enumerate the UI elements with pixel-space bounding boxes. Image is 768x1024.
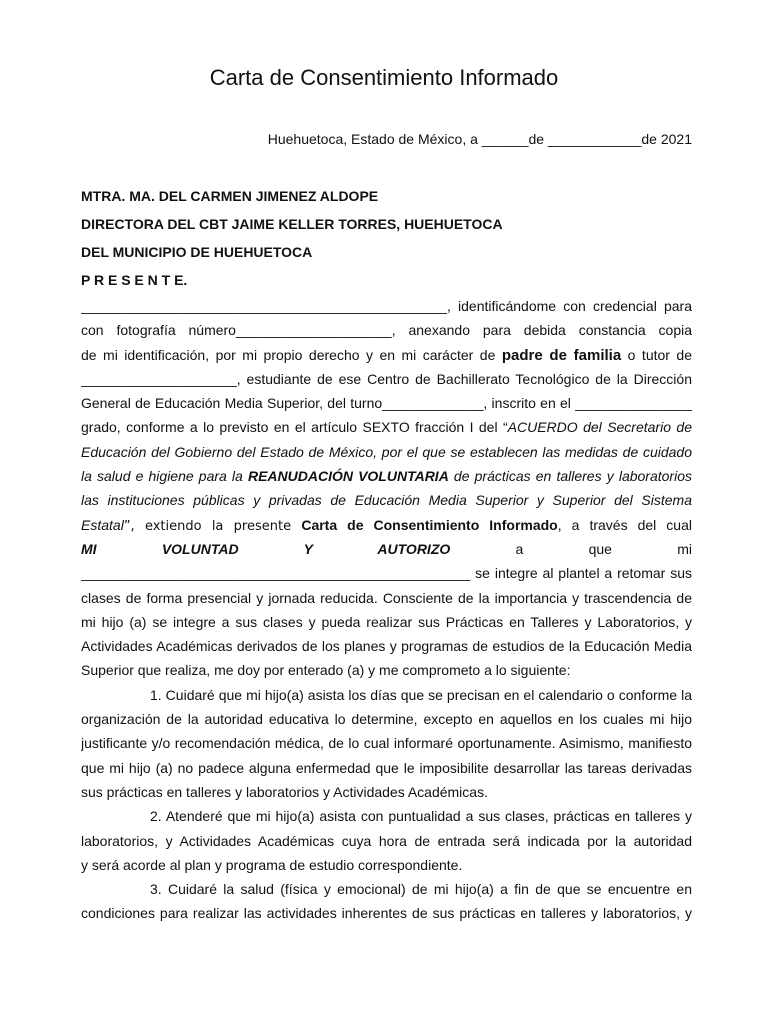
letter-body	[81, 294, 692, 926]
item-1-line: organización de la autoridad educativa lo determine, excepto en aquellos en los cuales mi hijo	[81, 711, 692, 728]
body-line: clases de forma presencial y jornada reducida. Consciente de la importancia y trascendencia de	[81, 589, 692, 606]
body-line: Actividades Académicas derivados de los planes y programas de estudios de la Educación Media	[81, 638, 692, 655]
body-line: General de Educación Media Superior, del turno_____________, inscrito en el _______________	[81, 395, 692, 412]
body-line: Educación del Gobierno del Estado de México, por el que se establecen las medidas de cuidado	[81, 443, 692, 460]
item-1-line: 1. Cuidaré que mi hijo(a) asista los días que se precisan en el calendario o conforme la	[150, 686, 692, 703]
padre-de-familia-text: padre de familia	[501, 346, 622, 364]
reanudacion-voluntaria-text: REANUDACIÓN VOLUNTARIA	[247, 468, 449, 485]
body-line: ____________________, estudiante de ese Centro de Bachillerato Tecnológico de la Dirección	[81, 370, 692, 387]
presente-heading: P R E S E N T E.	[81, 272, 188, 288]
item-2-line: y será acorde al plan y programa de estudio correspondiente.	[81, 856, 463, 873]
body-line: __________________________________________________ se integre al plantel a retomar sus	[81, 565, 692, 582]
item-3-line: condiciones para realizar las actividades inherentes de sus prácticas en talleres y laboratorios, y	[81, 905, 692, 922]
body-line: las instituciones públicas y privadas de Educación Media Superior y Superior del Sistema	[81, 492, 692, 509]
body-line: con fotografía número____________________, anexando para debida constancia copia	[81, 322, 692, 339]
body-line: Superior que realiza, me doy por enterado (a) y me comprometo a lo siguiente:	[81, 662, 571, 679]
item-2-line: laboratorios, y Actividades Académicas cuya hora de entrada será indicada por la autoridad	[81, 832, 692, 849]
addressee-municipality: DEL MUNICIPIO DE HUEHUETOCA	[81, 244, 313, 260]
body-line: de mi identificación, por mi propio derecho y en mi carácter de padre de familia o tutor de	[81, 346, 692, 364]
body-line: MI VOLUNTAD Y AUTORIZO a que mi	[81, 540, 692, 557]
body-line: _______________________________________________, identificándome con credencial para	[81, 298, 692, 314]
body-line: Estatal”, extiendo la presente Carta de Consentimiento Informado, a través del cual	[81, 516, 692, 534]
body-line: mi hijo (a) se integre a sus clases y pueda realizar sus Prácticas en Talleres y Laboratorios, y	[81, 613, 692, 630]
body-line: grado, conforme a lo previsto en el artículo SEXTO fracción I del “ACUERDO del Secretario de	[81, 419, 692, 436]
mi-voluntad-y-autorizo-text: MI VOLUNTAD Y AUTORIZO	[81, 540, 451, 557]
item-1-line: que mi hijo (a) no padece alguna enfermedad que le imposibilite desarrollar las tareas derivadas	[81, 759, 692, 776]
document-title: Carta de Consentimiento Informado	[209, 65, 559, 90]
item-1-line: justificante y/o recomendación médica, de lo cual informaré oportunamente. Asimismo, manifiesto	[81, 735, 692, 752]
date-line: Huehuetoca, Estado de México, a ______de ____________de 2021	[267, 131, 692, 147]
item-1-line: sus prácticas en talleres y laboratorios y Actividades Académicas.	[81, 783, 488, 800]
item-2-line: 2. Atenderé que mi hijo(a) asista con puntualidad a sus clases, prácticas en talleres y	[150, 808, 692, 825]
item-3-line: 3. Cuidaré la salud (física y emocional) de mi hijo(a) a fin de que se encuentre en	[150, 881, 692, 898]
body-line: la salud e higiene para la REANUDACIÓN VOLUNTARIA de prácticas en talleres y laboratorios	[81, 468, 692, 485]
addressee-position: DIRECTORA DEL CBT JAIME KELLER TORRES, HUEHUETOCA	[81, 216, 503, 232]
carta-consentimiento-text: Carta de Consentimiento Informado	[301, 516, 558, 533]
addressee-name: MTRA. MA. DEL CARMEN JIMENEZ ALDOPE	[81, 188, 379, 204]
